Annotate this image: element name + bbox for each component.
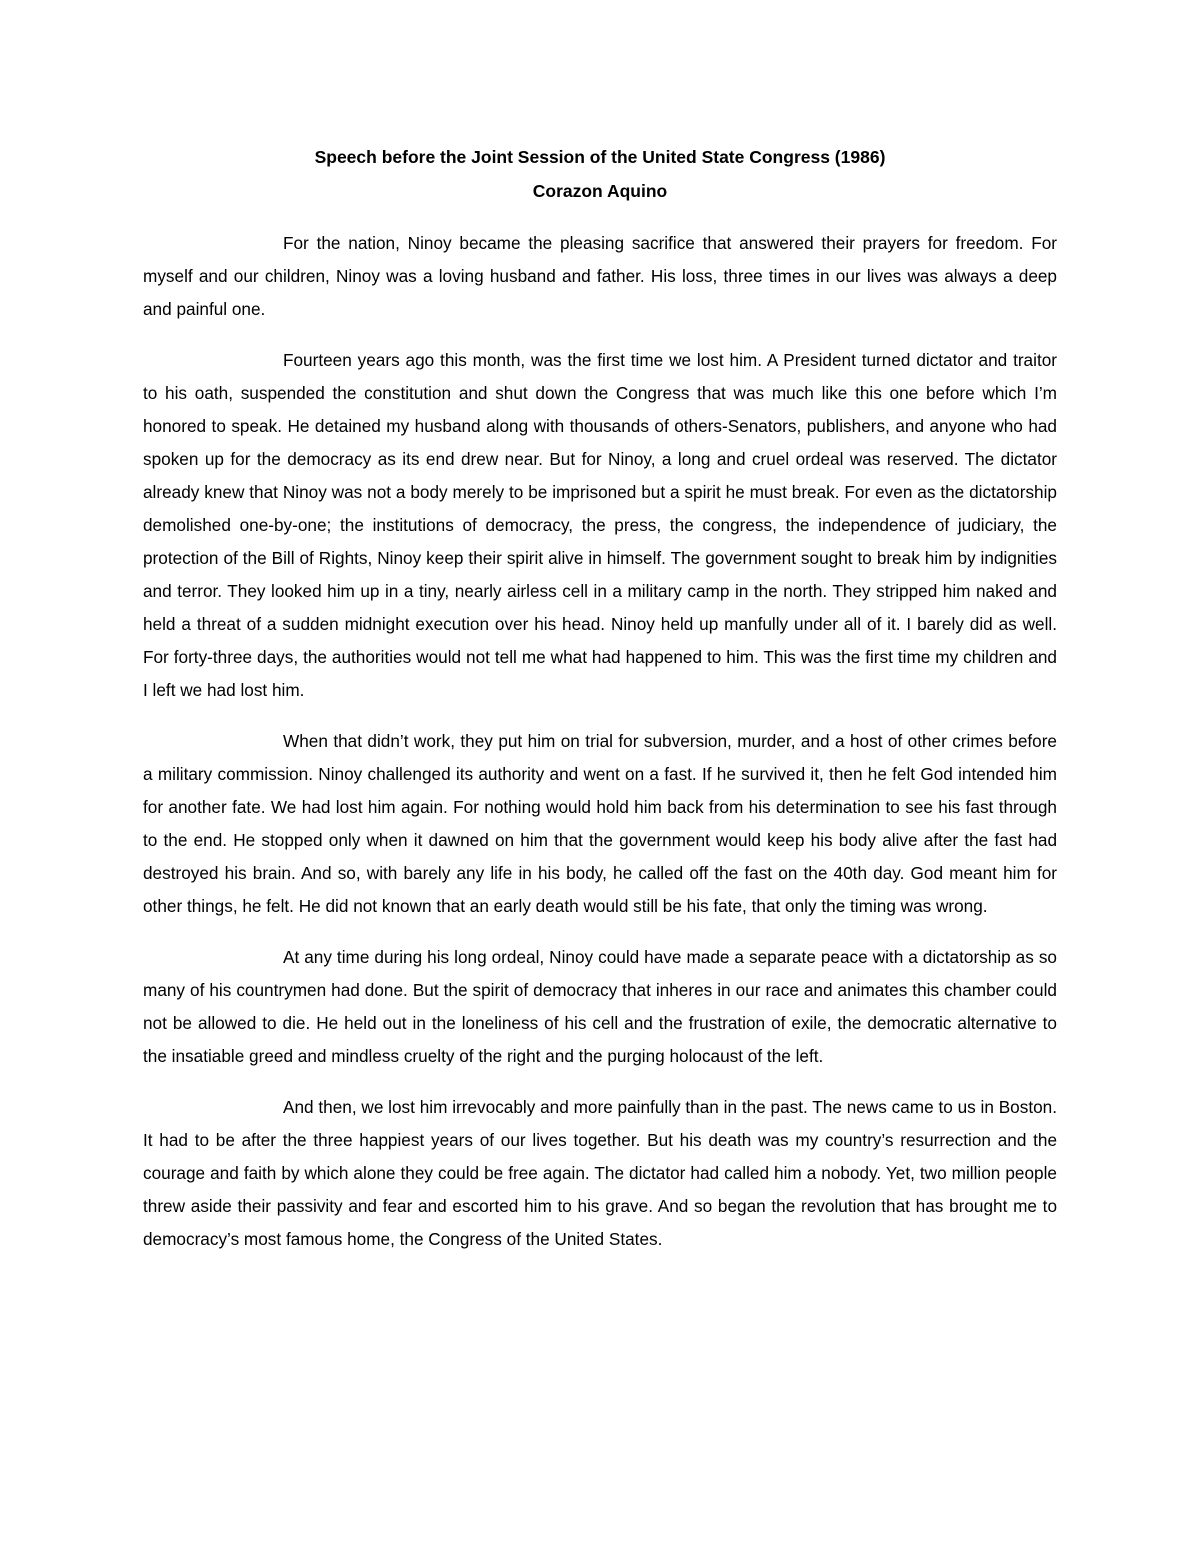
document-body	[143, 227, 1057, 1256]
paragraph-3: When that didn’t work, they put him on trial for subversion, murder, and a host of other crimes before a military commission. Ninoy challenged its authority and went on a fast. If he survived it, then he felt God intended him for another fate. We had lost him again. For nothing would hold him back from his determination to see his fast through to the end. He stopped only when it dawned on him that the government would keep his body alive after the fast had destroyed his brain. And so, with barely any life in his body, he called off the fast on the 40th day. God meant him for other things, he felt. He did not known that an early death would still be his fate, that only the timing was wrong.	[143, 731, 1057, 916]
document-header	[143, 140, 1057, 208]
paragraph-2: Fourteen years ago this month, was the first time we lost him. A President turned dictator and traitor to his oath, suspended the constitution and shut down the Congress that was much like this one before which I’m honored to speak. He detained my husband along with thousands of others-Senators, publishers, and anyone who had spoken up for the democracy as its end drew near. But for Ninoy, a long and cruel ordeal was reserved. The dictator already knew that Ninoy was not a body merely to be imprisoned but a spirit he must break. For even as the dictatorship demolished one-by-one; the institutions of democracy, the press, the congress, the independence of judiciary, the protection of the Bill of Rights, Ninoy keep their spirit alive in himself. The government sought to break him by indignities and terror. They looked him up in a tiny, nearly airless cell in a military camp in the north. They stripped him naked and held a threat of a sudden midnight execution over his head. Ninoy held up manfully under all of it. I barely did as well. For forty-three days, the authorities would not tell me what had happened to him. This was the first time my children and I left we had lost him.	[143, 350, 1057, 700]
document-title: Speech before the Joint Session of the United State Congress (1986)	[314, 147, 886, 167]
paragraph-5: And then, we lost him irrevocably and more painfully than in the past. The news came to us in Boston. It had to be after the three happiest years of our lives together. But his death was my country’s resurrection and the courage and faith by which alone they could be free again. The dictator had called him a nobody. Yet, two million people threw aside their passivity and fear and escorted him to his grave. And so began the revolution that has brought me to democracy’s most famous home, the Congress of the United States.	[143, 1097, 1057, 1249]
paragraph-1: For the nation, Ninoy became the pleasing sacrifice that answered their prayers for freedom. For myself and our children, Ninoy was a loving husband and father. His loss, three times in our lives was always a deep and painful one.	[143, 233, 1057, 319]
document-author: Corazon Aquino	[532, 181, 668, 201]
paragraph-4: At any time during his long ordeal, Ninoy could have made a separate peace with a dictatorship as so many of his countrymen had done. But the spirit of democracy that inheres in our race and animates this chamber could not be allowed to die. He held out in the loneliness of his cell and the frustration of exile, the democratic alternative to the insatiable greed and mindless cruelty of the right and the purging holocaust of the left.	[143, 947, 1057, 1066]
